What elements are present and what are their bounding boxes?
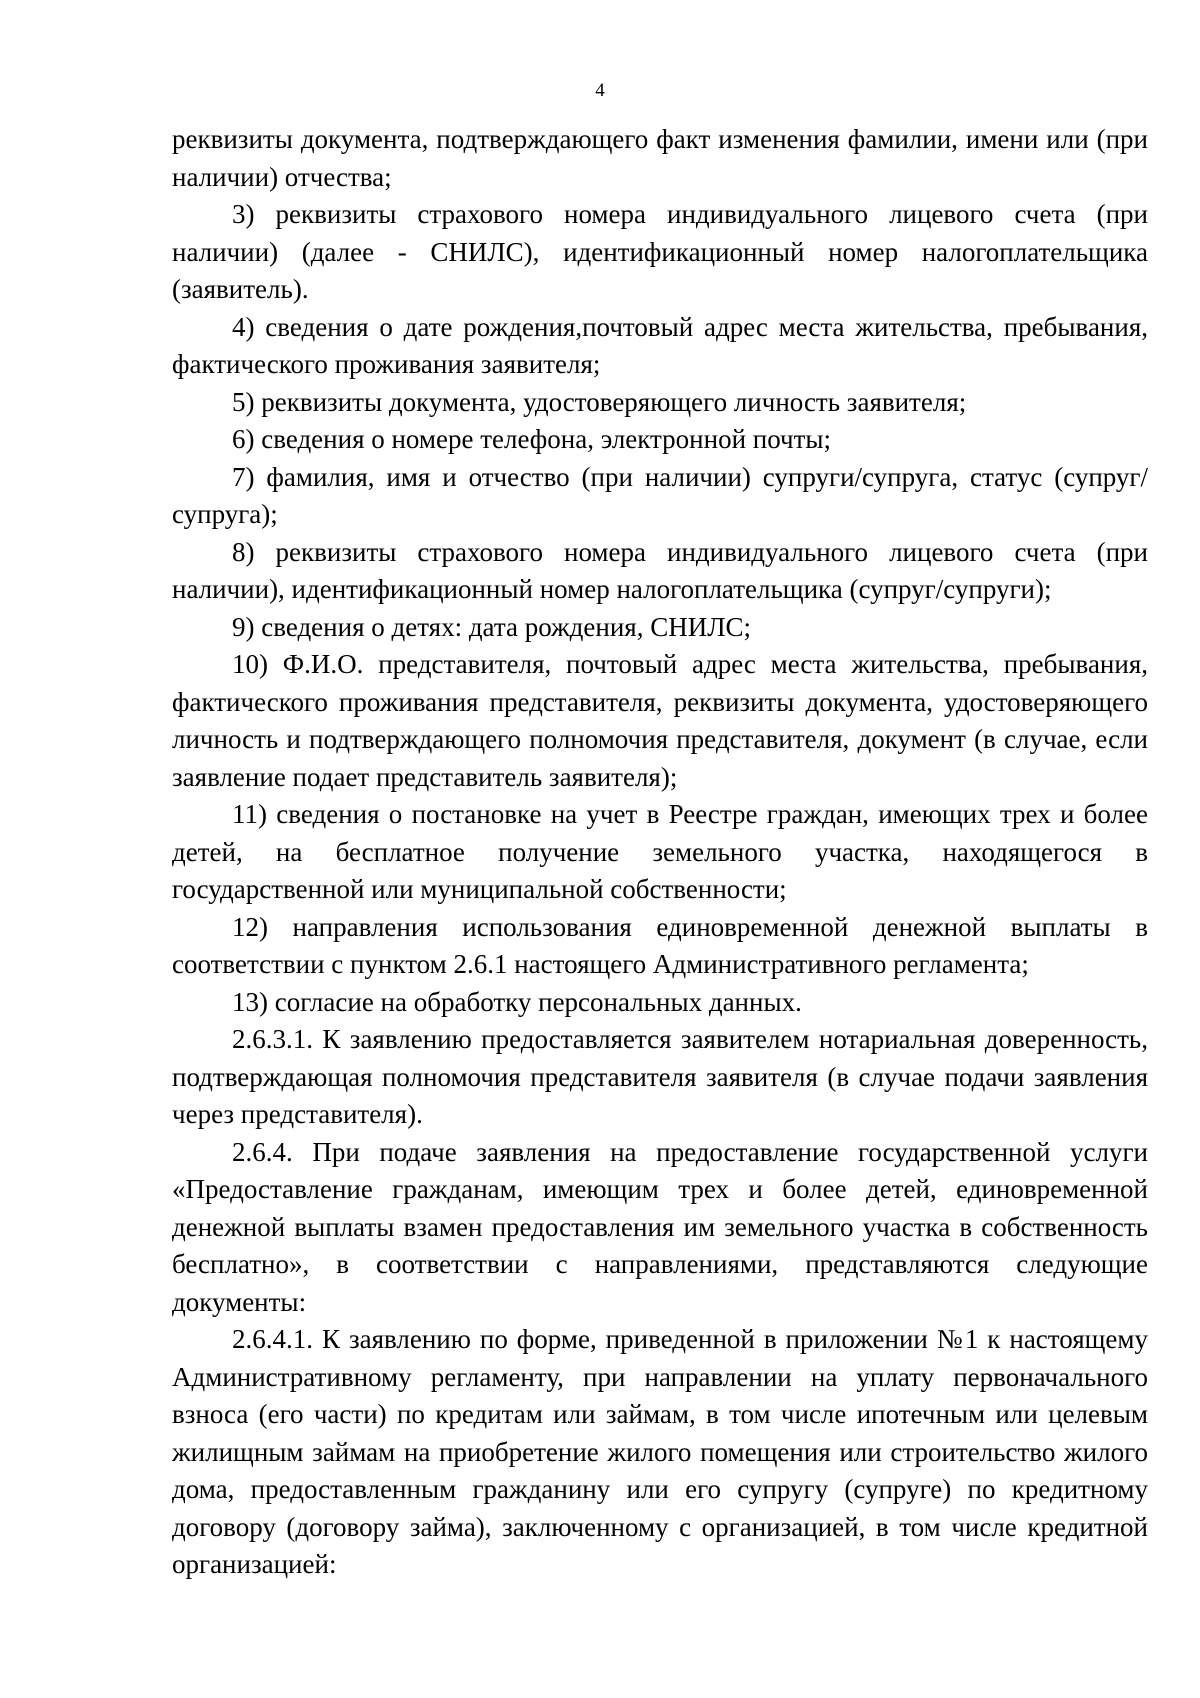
paragraph: 12) направления использования единовременной денежной выплаты в соответствии с пунктом 2.6.1 настоящего Административного регламента; xyxy=(172,911,1148,979)
paragraph: 8) реквизиты страхового номера индивидуального лицевого счета (при наличии), идентификационный номер налогоплательщика (супруг/супруги); xyxy=(172,536,1148,604)
paragraph: 9) сведения о детях: дата рождения, СНИЛС; xyxy=(232,611,752,642)
paragraph: 13) согласие на обработку персональных данных. xyxy=(232,986,802,1017)
paragraph: 4) сведения о дате рождения,почтовый адрес места жительства, пребывания, фактического проживания заявителя; xyxy=(172,311,1148,379)
paragraph: 5) реквизиты документа, удостоверяющего личность заявителя; xyxy=(232,386,967,417)
paragraph: 11) сведения о постановке на учет в Реестре граждан, имеющих трех и более детей, на бесплатное получение земельного участка, находящегося в государственной или муниципальной собственности; xyxy=(172,799,1148,904)
paragraph: 2.6.4.1. К заявлению по форме, приведенной в приложении №1 к настоящему Административному регламенту, при направлении на уплату первоначального взноса (его части) по кредитам или займам, в том числе ипотечным или целевым жилищным займам на приобретение жилого помещения или строительство жилого дома, предоставленным гражданину или его супругу (супруге) по кредитному договору (договору займа), заключенному с организацией, в том числе кредитной организацией: xyxy=(172,1324,1148,1579)
document-body xyxy=(172,121,1148,1584)
paragraph: реквизиты документа, подтверждающего факт изменения фамилии, имени или (при наличии) отчества; xyxy=(172,124,1148,192)
paragraph: 2.6.3.1. К заявлению предоставляется заявителем нотариальная доверенность, подтверждающая полномочия представителя заявителя (в случае подачи заявления через представителя). xyxy=(172,1024,1148,1129)
paragraph: 3) реквизиты страхового номера индивидуального лицевого счета (при наличии) (далее - СНИЛС), идентификационный номер налогоплательщика (заявитель). xyxy=(172,199,1148,304)
paragraph: 6) сведения о номере телефона, электронной почты; xyxy=(232,424,832,454)
page-number: 4 xyxy=(595,80,605,101)
paragraph: 2.6.4. При подаче заявления на предоставление государственной услуги «Предоставление гражданам, имеющим трех и более детей, единовременной денежной выплаты взамен предоставления им земельного участка в собственность бесплатно», в соответствии с направлениями, представляются следующие документы: xyxy=(172,1136,1148,1317)
paragraph: 7) фамилия, имя и отчество (при наличии) супруги/супруга, статус (супруг/супруга); xyxy=(172,461,1148,529)
paragraph: 10) Ф.И.О. представителя, почтовый адрес места жительства, пребывания, фактического проживания представителя, реквизиты документа, удостоверяющего личность и подтверждающего полномочия представителя, документ (в случае, если заявление подает представитель заявителя); xyxy=(172,649,1148,792)
